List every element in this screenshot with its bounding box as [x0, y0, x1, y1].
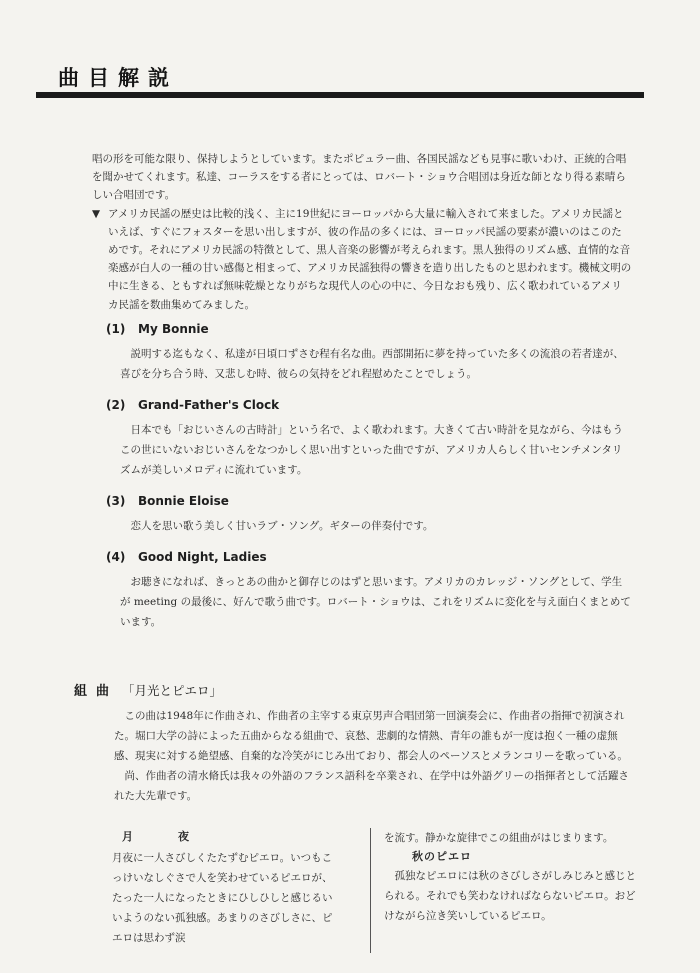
suite-label: 組曲 — [74, 684, 119, 699]
song-description: お聴きになれば、きっとあの曲かと御存じのはずと思います。アメリカのカレッジ・ソングとして、学生が meeting の最後に、好んで歌う曲です。ロバート・ショウは、これをリズムに変化を与え面白くまとめています。 — [120, 576, 631, 628]
song-number: (3) — [106, 494, 126, 508]
song-description: 説明する迄もなく、私達が日頃口ずさむ程有名な曲。西部開拓に夢を持っていた多くの流浪の若者達が、喜びを分ち合う時、又悲しむ時、彼らの気持をどれ程慰めたことでしょう。 — [120, 348, 624, 380]
song-item-3 — [92, 494, 632, 536]
song-heading — [106, 322, 632, 336]
page-title: 曲目解説 — [58, 66, 178, 90]
song-title: Bonnie Eloise — [138, 494, 229, 508]
column-divider — [370, 828, 371, 953]
song-number: (1) — [106, 322, 126, 336]
song-heading — [106, 494, 632, 508]
movement-description: 月夜に一人さびしくたたずむピエロ。いつもこっけいなしぐさで人を笑わせているピエロが、たった一人になったときにひしひしと感じるいいようのない孤独感。あまりのさびしさに、ピエロは思わず涙 — [112, 852, 333, 944]
movement-heading-part-2: 夜 — [178, 830, 190, 843]
song-item-1 — [92, 322, 632, 384]
song-heading — [106, 550, 632, 564]
intro-paragraph-2: アメリカ民謡の歴史は比較的浅く、主に19世紀にヨーロッパから大量に輸入されて来ました。アメリカ民謡といえば、すぐにフォスターを思い出しますが、彼の作品の多くには、ヨーロッパ民謡の要素が濃いのはこのためです。それにアメリカ民謡の特徴として、黒人音楽の影響が考えられます。黒人独得のリズム感、直情的な音楽感が白人の一種の甘い感傷と相まって、アメリカ民謡独得の響きを造り出したものと思われます。機械文明の中に生きる、ともすれば無味乾燥となりがちな現代人の心の中に、今日なおも残り、広く歌われているアメリカ民謡を数曲集めてみました。 — [108, 207, 632, 311]
song-item-2 — [92, 398, 632, 480]
song-item-4 — [92, 550, 632, 632]
song-heading — [106, 398, 632, 412]
right-column — [384, 828, 636, 926]
song-title: Grand-Father's Clock — [138, 398, 280, 412]
intro-paragraph-1: 唱の形を可能な限り、保持しようとしています。またポピュラー曲、各国民謡なども見事に歌いわけ、正統的合唱を聞かせてくれます。私達、コーラスをする者にとっては、ロバート・ショウ合唱団は身近な師となり得る素晴らしい合唱団です。 — [92, 153, 627, 202]
header-rule — [36, 92, 644, 98]
triangle-bullet-icon: ▼ — [92, 207, 101, 220]
movement-heading-autumn-pierrot: 秋のピエロ — [412, 850, 472, 863]
song-description: 恋人を思い歌う美しく甘いラブ・ソング。ギターの伴奏付です。 — [130, 520, 434, 532]
suite-description — [114, 706, 636, 806]
movement-description-continued: を流す。静かな旋律でこの組曲がはじまります。 — [384, 832, 614, 844]
song-description: 日本でも「おじいさんの古時計」という名で、よく歌われます。大きくて古い時計を見ながら、今はもうこの世にいないおじいさんをなつかしく思い出すといった曲ですが、アメリカ人らしく甘いセンチメンタリズムが美しいメロディに流れています。 — [120, 424, 623, 476]
suite-title: 「月光とピエロ」 — [122, 683, 223, 698]
intro-section — [92, 150, 632, 314]
suite-heading — [74, 680, 222, 699]
intro-paragraph-2-block — [92, 205, 632, 314]
song-list — [92, 322, 632, 646]
song-number: (2) — [106, 398, 126, 412]
suite-paragraph-2: 尚、作曲者の清水脩氏は我々の外語のフランス語科を卒業され、在学中は外語グリーの指揮者として活躍された大先輩です。 — [114, 770, 629, 802]
movement-columns — [112, 828, 636, 948]
movement-description: 孤独なピエロには秋のさびしさがしみじみと感じとられる。それでも笑わなければならないピエロ。おどけながら泣き笑いしているピエロ。 — [384, 870, 636, 922]
movement-heading-moonlit-night — [122, 828, 340, 848]
left-column — [112, 828, 340, 948]
suite-paragraph-1: この曲は1948年に作曲され、作曲者の主宰する東京男声合唱団第一回演奏会に、作曲者の指揮で初演された。堀口大学の詩によった五曲からなる組曲で、哀愁、悲劇的な情熱、青年の誰もが一度は抱く一種の虚無感、現実に対する絶望感、自棄的な冷笑がにじみ出ており、都会人のペーソスとメランコリーを歌っている。 — [114, 710, 628, 762]
movement-heading-part-1: 月 — [122, 830, 134, 843]
song-title: Good Night, Ladies — [138, 550, 267, 564]
song-number: (4) — [106, 550, 126, 564]
song-title: My Bonnie — [138, 322, 209, 336]
